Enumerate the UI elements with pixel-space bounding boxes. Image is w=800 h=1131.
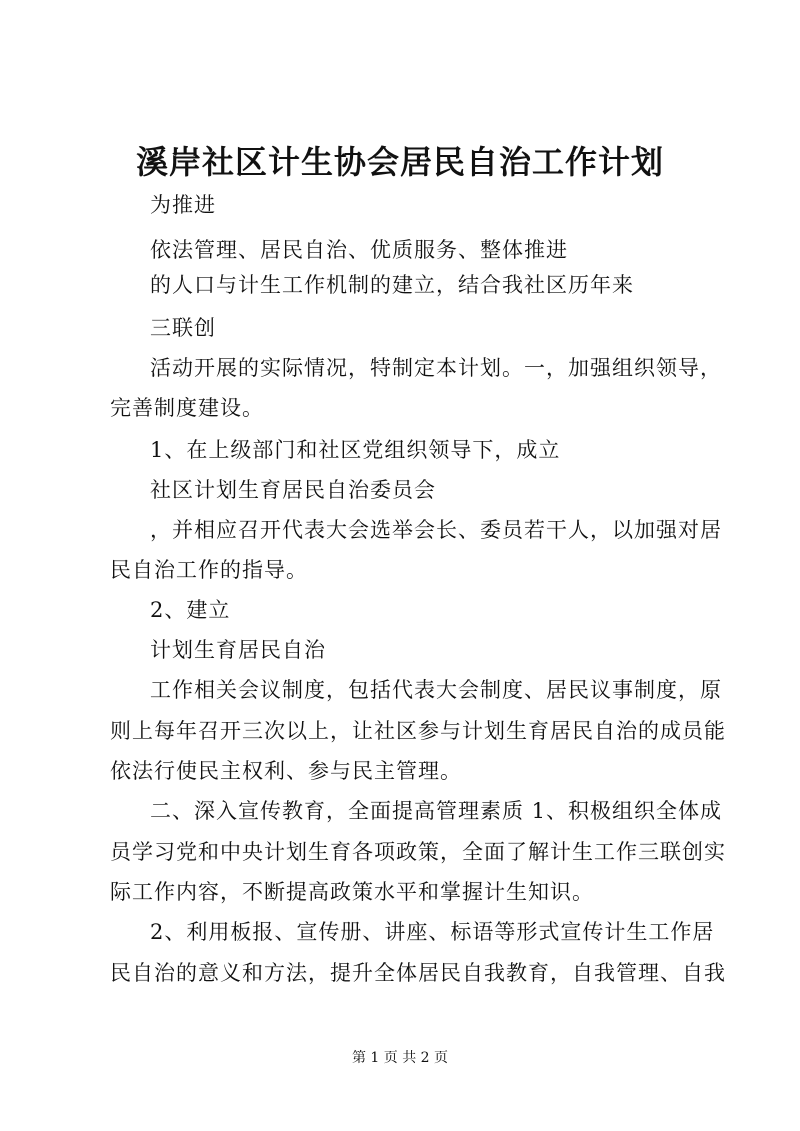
body-line: 依法行使民主权利、参与民主管理。 <box>110 759 462 783</box>
body-line: 际工作内容，不断提高政策水平和掌握计生知识。 <box>110 880 594 904</box>
body-line: 的人口与计生工作机制的建立，结合我社区历年来 <box>150 273 634 297</box>
body-line: 活动开展的实际情况，特制定本计划。一，加强组织领导， <box>150 356 722 380</box>
body-line: 三联创 <box>150 316 216 340</box>
body-line: 民自治的意义和方法，提升全体居民自我教育，自我管理、自我 <box>110 961 726 985</box>
body-line: 2、利用板报、宣传册、讲座、标语等形式宣传计生工作居 <box>150 920 715 944</box>
page-number-footer: 第 1 页 共 2 页 <box>351 1050 449 1066</box>
body-line: ，并相应召开代表大会选举会长、委员若干人，以加强对居 <box>150 518 722 542</box>
body-line: 二、深入宣传教育，全面提高管理素质 1、积极组织全体成 <box>150 799 723 823</box>
document-title: 溪岸社区计生协会居民自治工作计划 <box>135 143 664 181</box>
body-line: 民自治工作的指导。 <box>110 558 308 582</box>
body-line: 依法管理、居民自治、优质服务、整体推进 <box>150 238 568 262</box>
body-line: 完善制度建设。 <box>110 396 264 420</box>
body-line: 2、建立 <box>150 598 231 622</box>
body-line: 员学习党和中央计划生育各项政策，全面了解计生工作三联创实 <box>110 840 726 864</box>
body-line: 计划生育居民自治 <box>150 638 326 662</box>
body-line: 1、在上级部门和社区党组织领导下，成立 <box>150 438 561 462</box>
body-line: 为推进 <box>150 193 216 217</box>
body-line: 社区计划生育居民自治委员会 <box>150 478 436 502</box>
body-line: 则上每年召开三次以上，让社区参与计划生育居民自治的成员能 <box>110 719 726 743</box>
body-line: 工作相关会议制度，包括代表大会制度、居民议事制度，原 <box>150 678 722 702</box>
